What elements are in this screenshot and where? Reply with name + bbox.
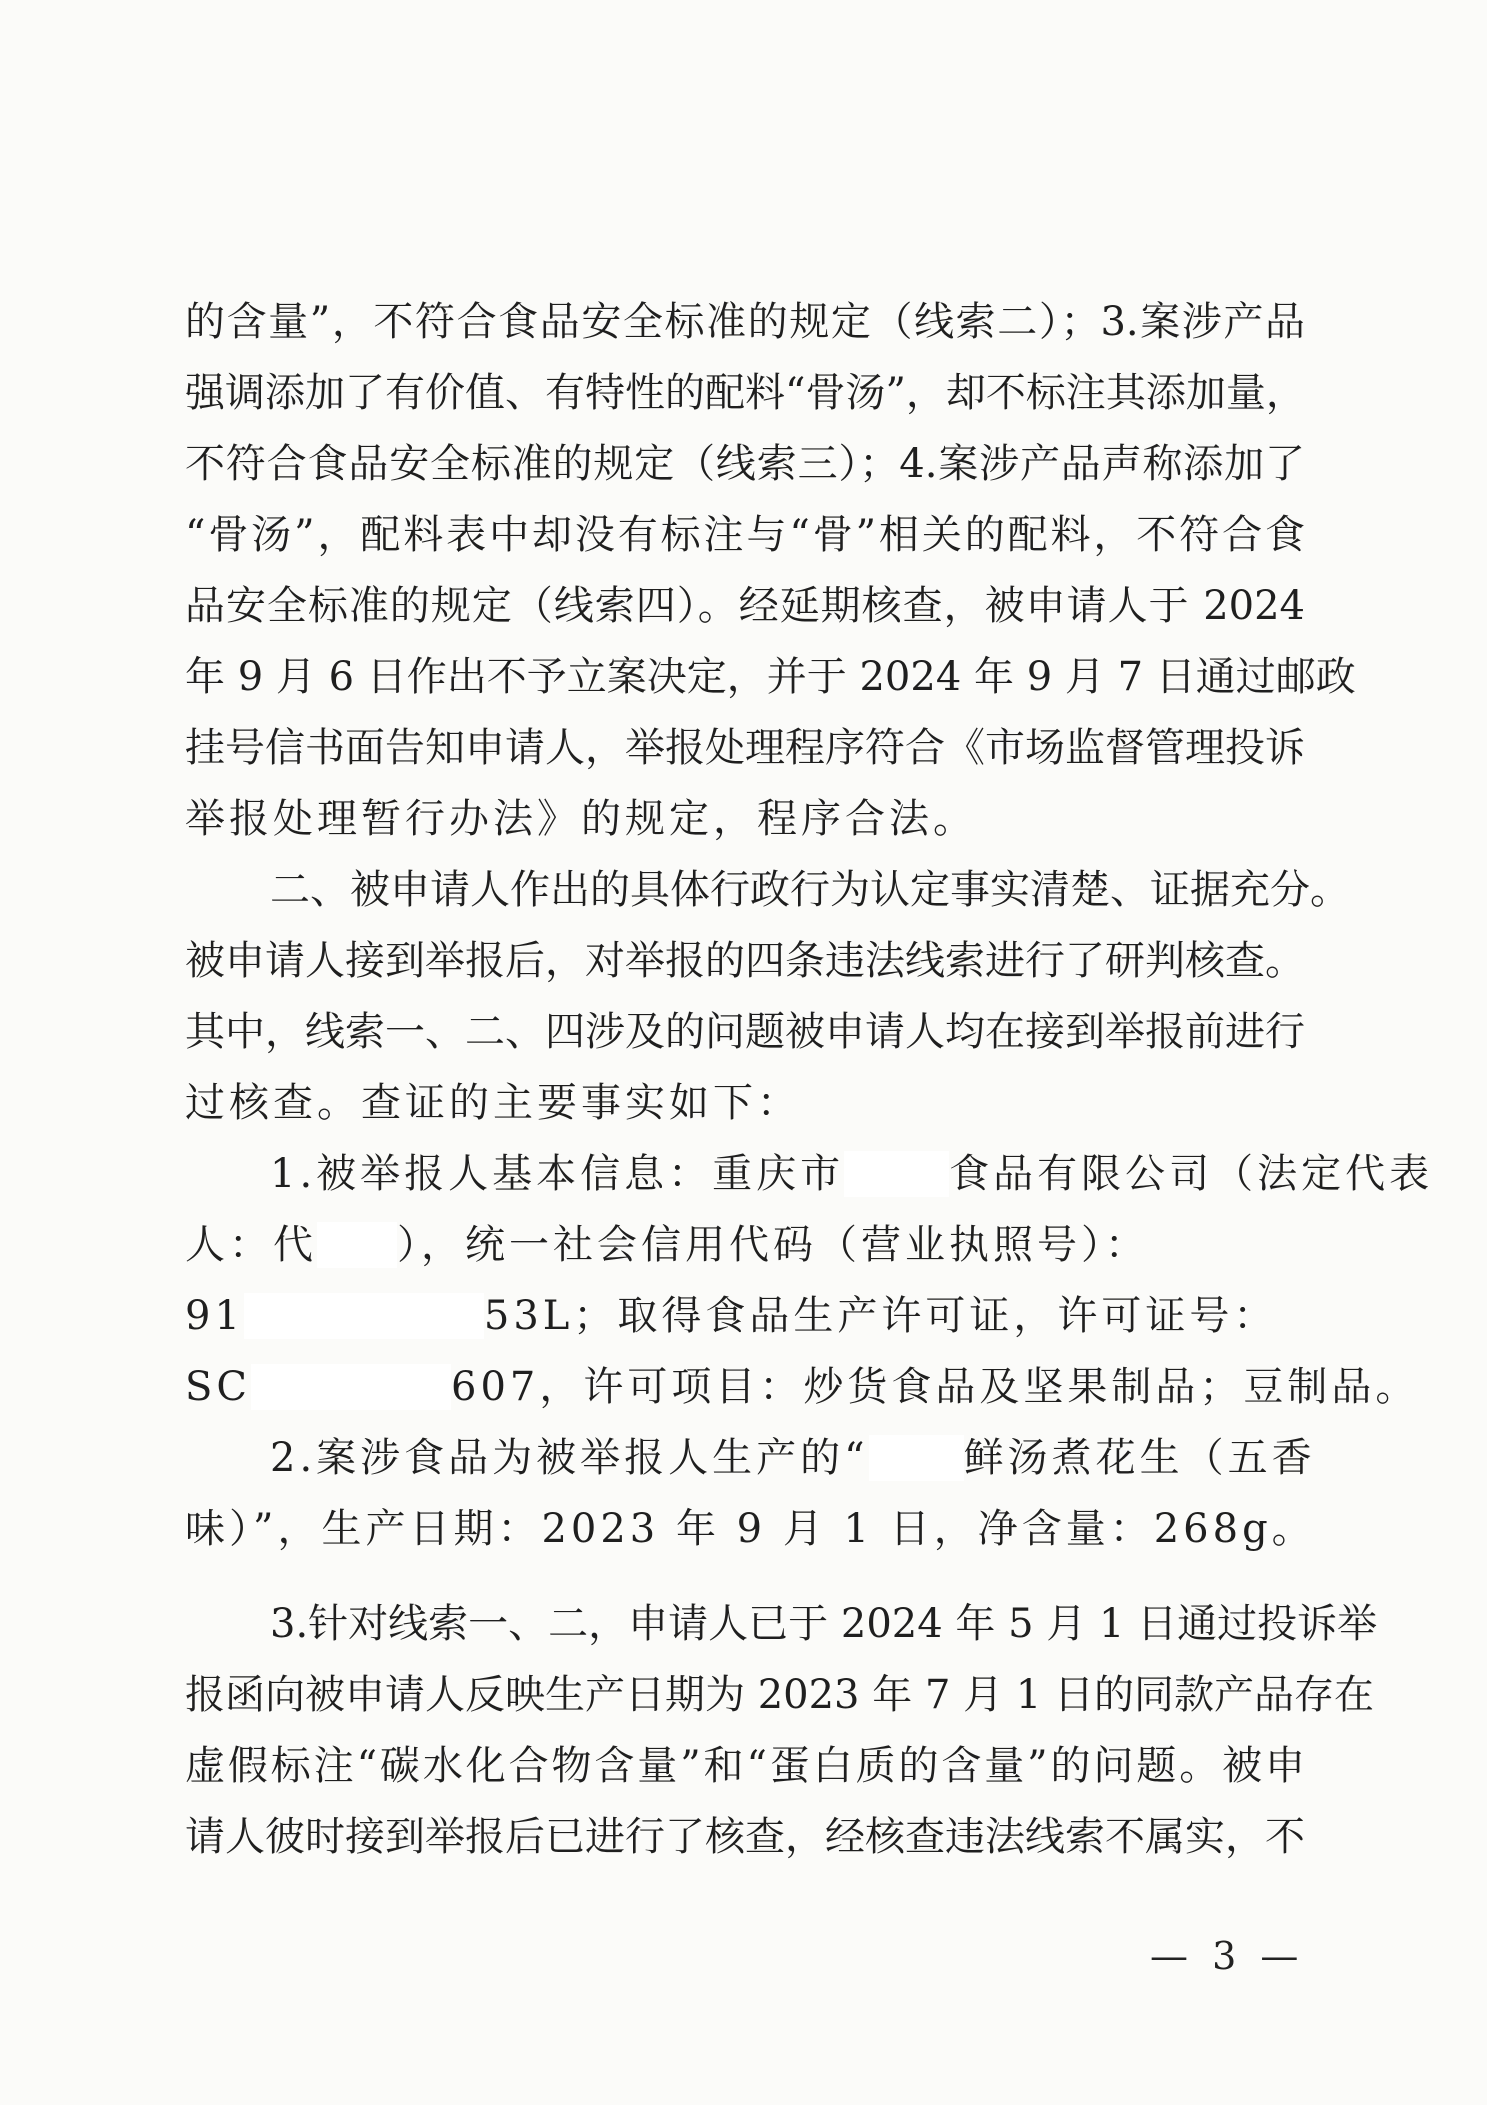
fact-text: 1.被举报人基本信息：重庆市 — [270, 1151, 845, 1197]
fact-1-line-3 — [185, 1289, 1305, 1343]
body-line: 挂号信书面告知申请人，举报处理程序符合《市场监督管理投诉 — [185, 725, 1305, 771]
body-line: 举报处理暂行办法》的规定，程序合法。 — [185, 796, 977, 842]
fact-2-line-2: 味）”，生产日期：2023 年 9 月 1 日，净含量：268g。 — [185, 1506, 1316, 1552]
fact-3-line-1: 3.针对线索一、二，申请人已于 2024 年 5 月 1 日通过投诉举 — [270, 1601, 1378, 1647]
redaction-block — [251, 1364, 451, 1410]
redaction-block — [844, 1151, 949, 1197]
section-heading: 二、被申请人作出的具体行政行为认定事实清楚、证据充分。 — [270, 867, 1350, 913]
body-line: 品安全标准的规定（线索四）。经延期核查，被申请人于 2024 — [185, 583, 1305, 629]
body-line: 强调添加了有价值、有特性的配料“骨汤”，却不标注其添加量， — [185, 370, 1306, 416]
fact-text: 鲜汤煮花生（五香 — [963, 1435, 1316, 1481]
fact-1-line-4 — [185, 1360, 1420, 1414]
redaction-block — [869, 1435, 964, 1481]
body-line: 虚假标注“碳水化合物含量”和“蛋白质的含量”的问题。被申 — [185, 1743, 1305, 1789]
body-line: “骨汤”，配料表中却没有标注与“骨”相关的配料，不符合食 — [185, 512, 1305, 558]
fact-text: 91 — [185, 1293, 244, 1339]
body-line: 报函向被申请人反映生产日期为 2023 年 7 月 1 日的同款产品存在 — [185, 1672, 1374, 1718]
body-line: 不符合食品安全标准的规定（线索三）；4.案涉产品声称添加了 — [185, 441, 1305, 487]
fact-text: ），统一社会信用代码（营业执照号）： — [397, 1222, 1149, 1268]
redaction-block — [244, 1293, 484, 1339]
fact-2-line-1 — [270, 1431, 1316, 1485]
fact-text: 607，许可项目：炒货食品及坚果制品；豆制品。 — [451, 1364, 1420, 1410]
body-line: 被申请人接到举报后，对举报的四条违法线索进行了研判核查。 — [185, 938, 1305, 984]
body-line: 过核查。查证的主要事实如下： — [185, 1080, 801, 1126]
fact-text: 53L；取得食品生产许可证，许可证号： — [483, 1293, 1278, 1339]
body-line: 年 9 月 6 日作出不予立案决定，并于 2024 年 9 月 7 日通过邮政 — [185, 654, 1356, 700]
body-line: 其中，线索一、二、四涉及的问题被申请人均在接到举报前进行 — [185, 1009, 1305, 1055]
fact-text: 食品有限公司（法定代表 — [949, 1151, 1434, 1197]
fact-1-line-1 — [270, 1147, 1434, 1201]
fact-text: SC — [185, 1364, 252, 1410]
fact-text: 2.案涉食品为被举报人生产的“ — [270, 1435, 869, 1481]
page-number: — 3 — — [1150, 1934, 1305, 1978]
redaction-block — [317, 1222, 397, 1268]
body-line: 的含量”，不符合食品安全标准的规定（线索二）；3.案涉产品 — [185, 299, 1305, 345]
body-line: 请人彼时接到举报后已进行了核查，经核查违法线索不属实，不 — [185, 1814, 1305, 1860]
fact-text: 人：代 — [185, 1222, 317, 1268]
fact-1-line-2 — [185, 1218, 1305, 1272]
